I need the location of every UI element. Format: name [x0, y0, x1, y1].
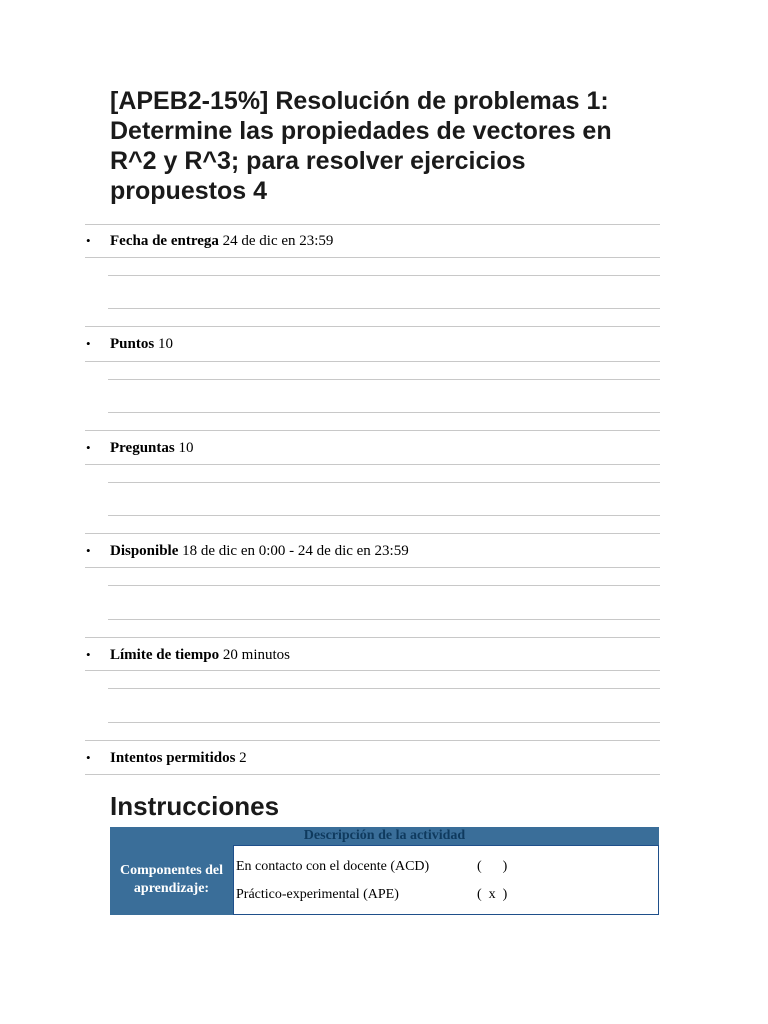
component-row-ape: [236, 886, 508, 904]
detail-value: 24 de dic en 23:59: [222, 233, 334, 249]
bullet: •: [86, 543, 91, 558]
component-row-acd: [236, 858, 508, 876]
divider: [108, 379, 660, 380]
divider: [108, 308, 660, 309]
component-checkbox: ( ): [477, 859, 508, 874]
detail-label: Disponible: [110, 543, 179, 559]
divider: [108, 515, 660, 516]
divider: [85, 533, 660, 534]
detail-questions: [86, 439, 193, 457]
divider: [108, 619, 660, 620]
detail-available: [86, 542, 409, 560]
bullet: •: [86, 336, 91, 351]
detail-label: Límite de tiempo: [110, 647, 220, 663]
divider: [108, 412, 660, 413]
bullet: •: [86, 233, 91, 248]
divider: [85, 326, 660, 327]
divider: [85, 224, 660, 225]
detail-value: 18 de dic en 0:00 - 24 de dic en 23:59: [182, 543, 409, 559]
divider: [108, 275, 660, 276]
divider: [85, 774, 660, 775]
bullet: •: [86, 750, 91, 765]
detail-label: Preguntas: [110, 440, 175, 456]
divider: [85, 567, 660, 568]
instructions-heading: Instrucciones: [110, 791, 280, 821]
component-label: Práctico-experimental (APE): [236, 887, 399, 902]
bullet: •: [86, 440, 91, 455]
divider: [85, 257, 660, 258]
detail-value: 10: [178, 440, 194, 456]
divider: [85, 637, 660, 638]
detail-attempts: [86, 749, 247, 767]
activity-description-header: Descripción de la actividad: [110, 827, 659, 845]
detail-due-date: [86, 232, 333, 250]
detail-value: 2: [239, 750, 247, 766]
component-checkbox: ( x ): [477, 887, 508, 902]
component-label: En contacto con el docente (ACD): [236, 859, 430, 874]
components-label: Componentes del aprendizaje:: [110, 845, 233, 915]
detail-time-limit: [86, 646, 290, 664]
detail-value: 10: [157, 336, 173, 352]
divider: [108, 585, 660, 586]
detail-label: Intentos permitidos: [110, 750, 236, 766]
divider: [108, 482, 660, 483]
divider: [85, 361, 660, 362]
assignment-title: [APEB2-15%] Resolución de problemas 1: Determine las propiedades de vectores en R^2 y R^3; para resolver ejercicios propuestos 4: [110, 87, 612, 205]
divider: [85, 670, 660, 671]
detail-points: [86, 335, 173, 353]
detail-label: Fecha de entrega: [110, 233, 219, 249]
divider: [108, 722, 660, 723]
divider: [85, 740, 660, 741]
detail-label: Puntos: [110, 336, 155, 352]
divider: [108, 688, 660, 689]
divider: [85, 430, 660, 431]
bullet: •: [86, 647, 91, 662]
components-box: [233, 845, 659, 915]
detail-value: 20 minutos: [222, 647, 290, 663]
divider: [85, 464, 660, 465]
